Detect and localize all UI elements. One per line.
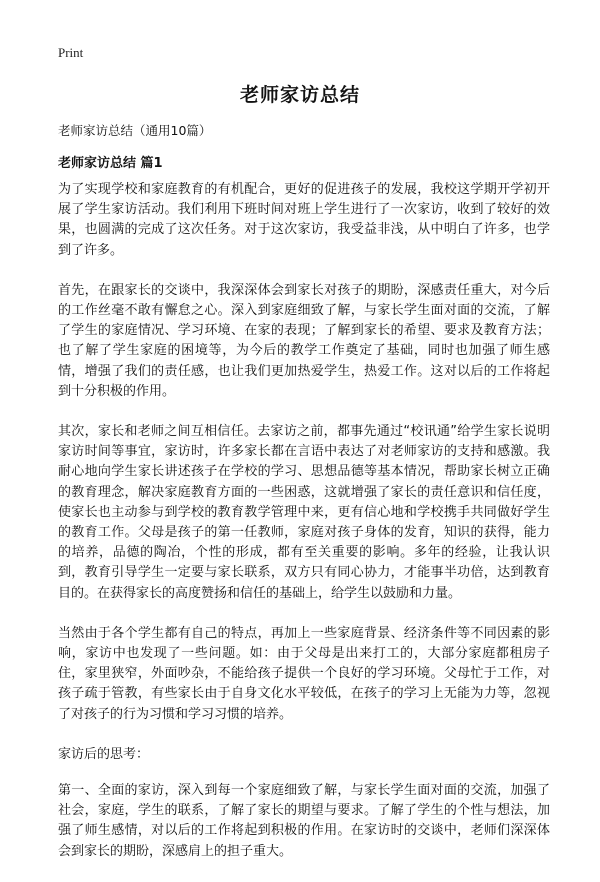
section-heading: 老师家访总结 篇1 [58,156,163,171]
paragraph: 其次，家长和老师之间互相信任。去家访之前，都事先通过“校讯通”给学生家长说明家访时间等事宜，家访时，许多家长都在言语中表达了对老师家访的支持和感激。我耐心地向学生家长讲述孩子在学校的学习、思想品德等基本情况，帮助家长树立正确的教育理念，解决家庭教育方面的一些困惑，这就增强了家长的责任意识和信任度，使家长也主动参与到学校的教育教学管理中来，更有信心地和学校携手共同做好学生的教育工作。父母是孩子的第一任教师，家庭对孩子身体的发育，知识的获得，能力的培养，品德的陶冶，个性的形成，都有至关重要的影响。多年的经验，让我认识到，教育引导学生一定要与家长联系，双方只有同心协力，才能事半功倍，达到教育目的。在获得家长的高度赞扬和信任的基础上，给学生以鼓励和力量。 [58,424,550,601]
print-link[interactable]: Print [58,45,84,60]
paragraph: 首先，在跟家长的交谈中，我深深体会到家长对孩子的期盼，深感责任重大，对今后的工作丝毫不敢有懈怠之心。深入到家庭细致了解，与家长学生面对面的交流，了解了学生的家庭情况、学习环境、在家的表现；了解到家长的希望、要求及教育方法；也了解了学生家庭的困境等，为今后的教学工作奠定了基础，同时也加强了师生感情，增强了我们的责任感，也让我们更加热爱学生，热爱工作。这对以后的工作将起到十分积极的作用。 [58,282,550,399]
paragraph: 为了实现学校和家庭教育的有机配合，更好的促进孩子的发展，我校这学期开学初开展了学生家访活动。我们利用下班时间对班上学生进行了一次家访，收到了较好的效果，也圆满的完成了这次任务。对于这次家访，我受益非浅，从中明白了许多，也学到了许多。 [58,182,550,258]
paragraph: 当然由于各个学生都有自己的特点，再加上一些家庭背景、经济条件等不同因素的影响，家访中也发现了一些问题。如：由于父母是出来打工的，大部分家庭都租房子住，家里狭窄，外面吵杂，不能给孩子提供一个良好的学习环境。父母忙于工作，对孩子疏于管教，有些家长由于自身文化水平较低，在孩子的学习上无能为力等，忽视了对孩子的行为习惯和学习习惯的培养。 [58,625,550,722]
paragraph: 家访后的思考： [58,746,150,762]
document-body [58,180,550,882]
document-subtitle: 老师家访总结（通用10篇） [58,123,212,138]
document-title: 老师家访总结 [239,84,360,106]
paragraph: 第一、全面的家访，深入到每一个家庭细致了解，与家长学生面对面的交流，加强了社会，家庭，学生的联系，了解了家长的期望与要求。了解了学生的个性与想法，加强了师生感情，对以后的工作将起到积极的作用。在家访时的交谈中，老师们深深体会到家长的期盼，深感肩上的担子重大。 [58,783,550,859]
